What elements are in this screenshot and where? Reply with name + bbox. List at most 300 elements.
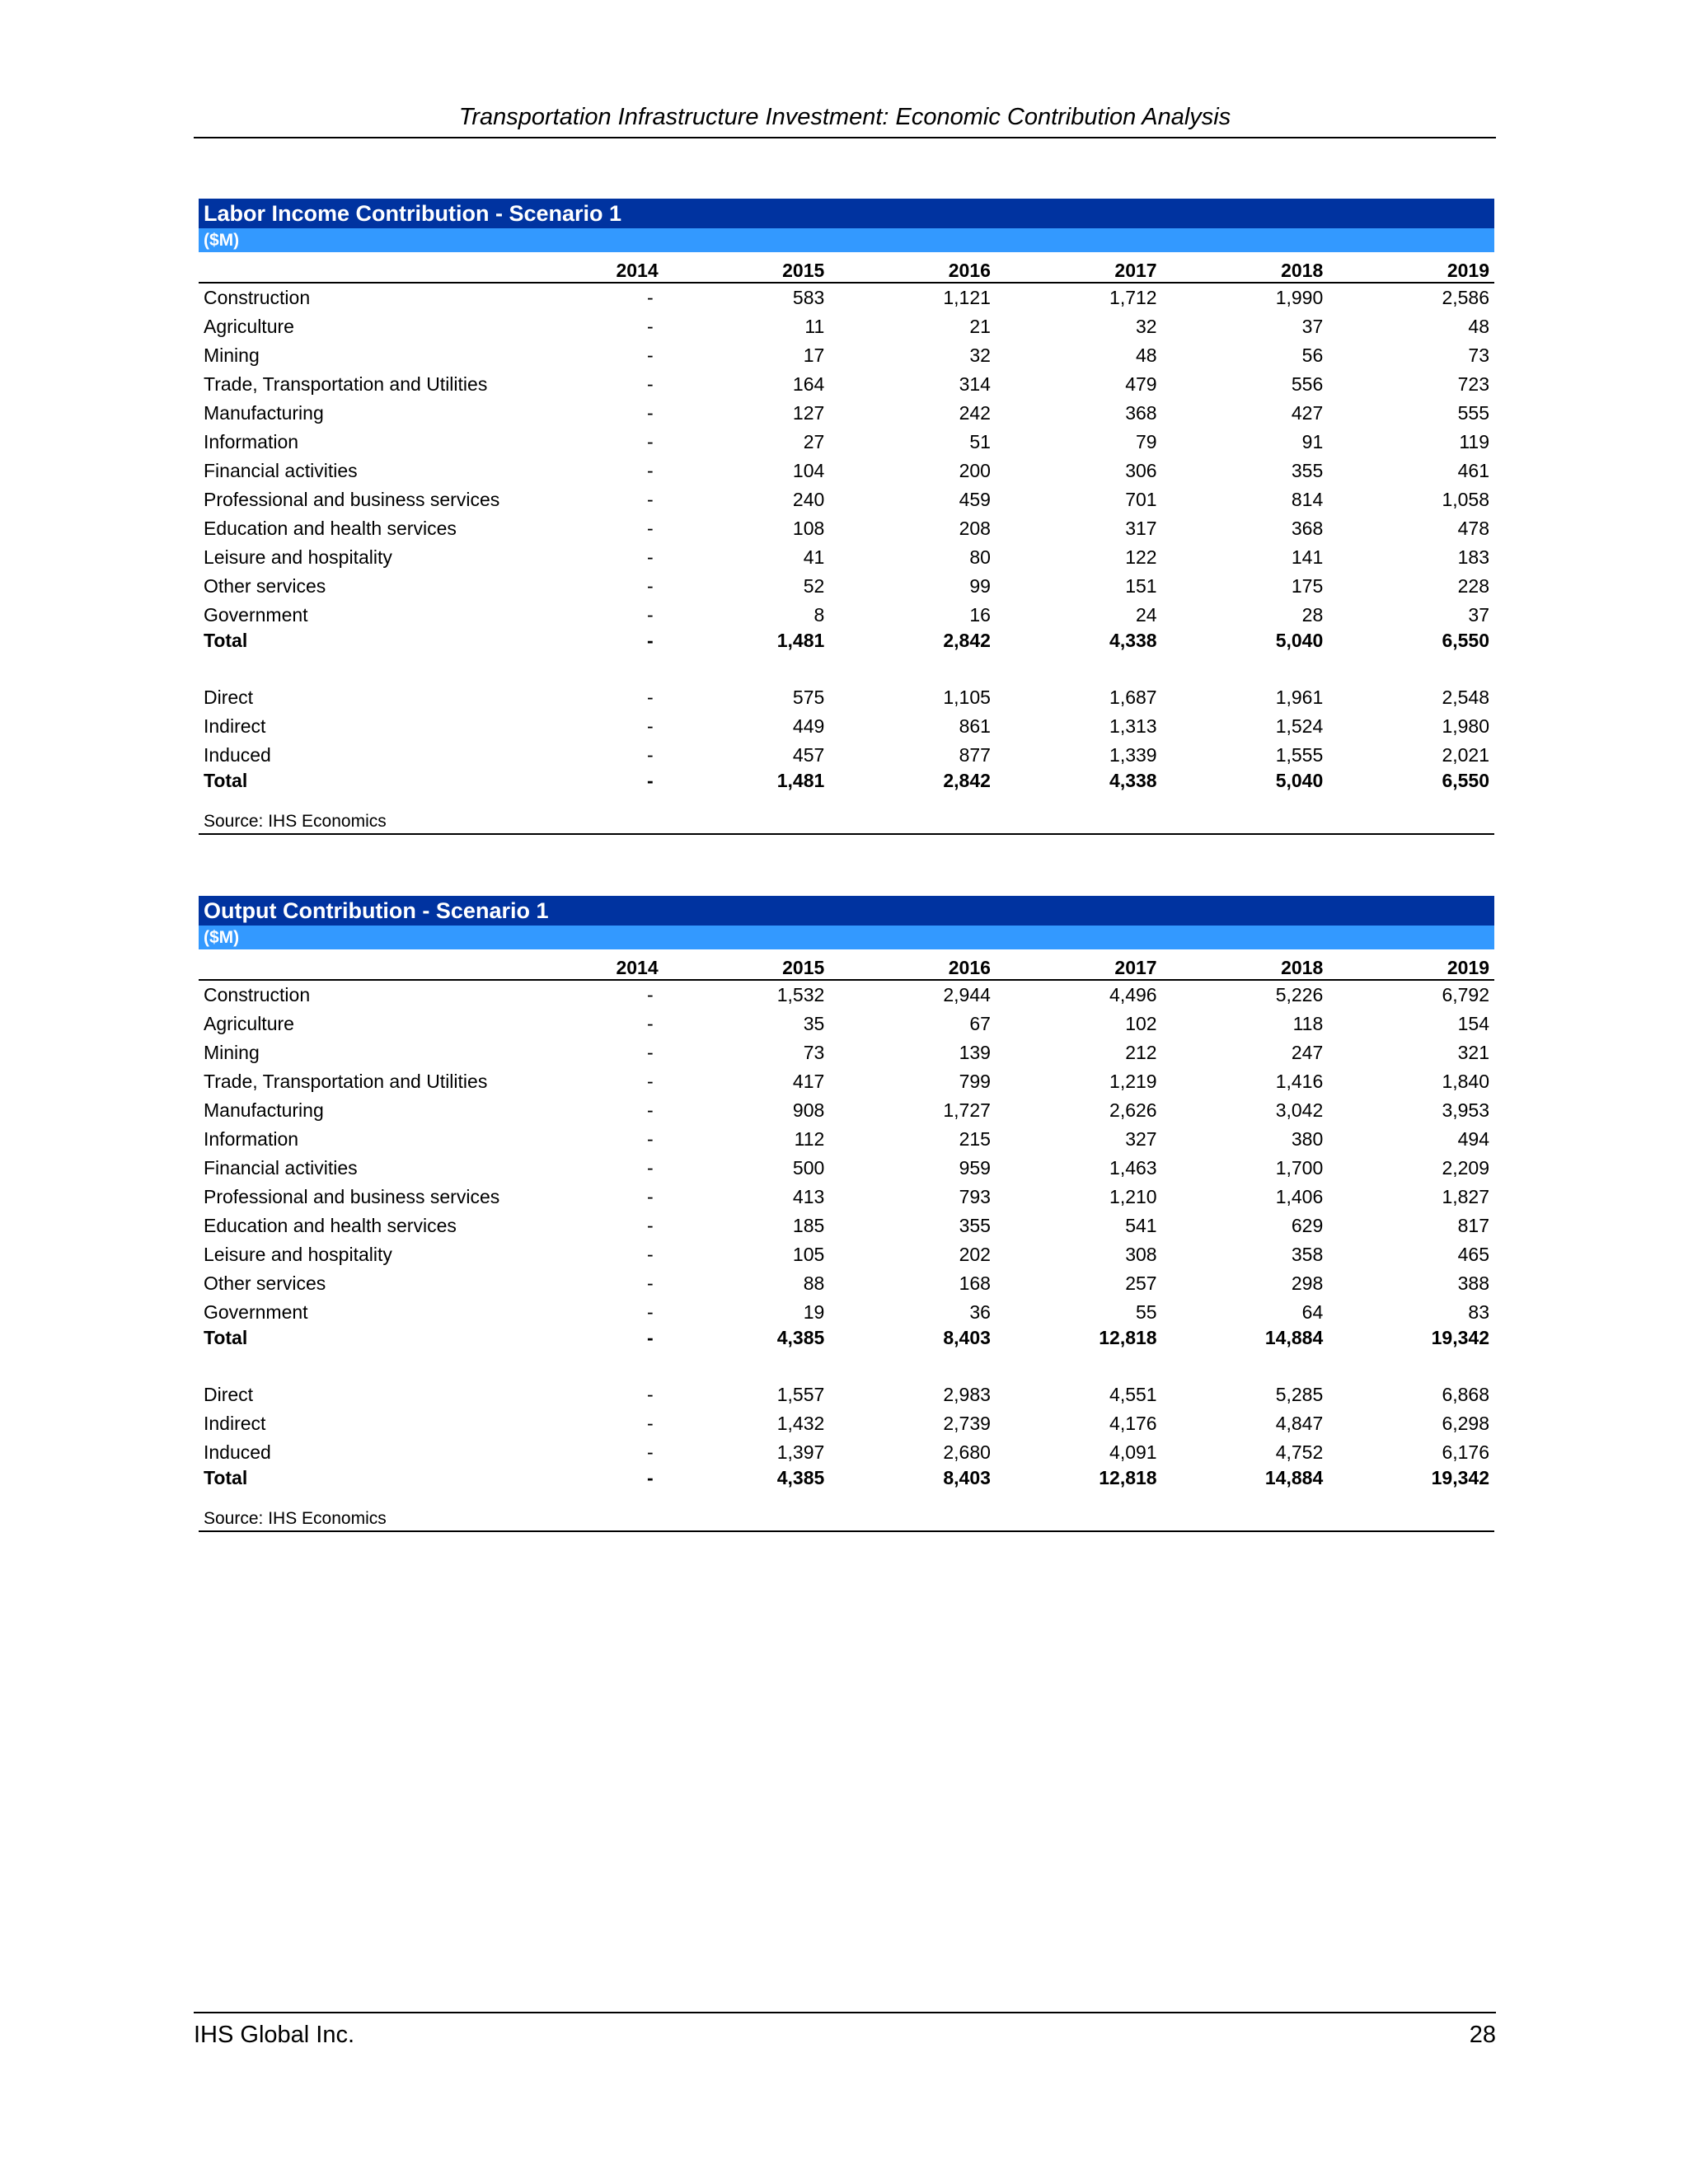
total-row (199, 1327, 1494, 1352)
labor-income-table-block (199, 199, 1494, 835)
cell-value: - (646, 1042, 654, 1063)
cell-value: 2,842 (943, 770, 991, 791)
row-label: Trade, Transportation and Utilities (204, 1071, 488, 1092)
cell-value: 16 (969, 604, 991, 626)
cell-value: 185 (792, 1215, 825, 1236)
table-row (199, 428, 1494, 457)
table-row (199, 1067, 1494, 1096)
table-row (199, 399, 1494, 428)
cell-value: 1,727 (943, 1099, 991, 1121)
cell-value: 242 (959, 402, 991, 424)
cell-value: 427 (1291, 402, 1324, 424)
cell-value: 417 (792, 1071, 825, 1092)
year-header: 2015 (663, 949, 830, 980)
row-label: Agriculture (204, 316, 294, 337)
cell-value: 8 (814, 604, 825, 626)
cell-value: 500 (792, 1157, 825, 1179)
table-unit: ($M) (199, 926, 1494, 949)
cell-value: 83 (1468, 1301, 1489, 1323)
cell-value: 3,953 (1442, 1099, 1489, 1121)
document-title: Transportation Infrastructure Investment: Economic Contribution Analysis (458, 104, 1231, 130)
table-unit: ($M) (199, 228, 1494, 252)
row-label: Total (204, 1467, 248, 1488)
row-label: Leisure and hospitality (204, 1244, 392, 1265)
cell-value: 541 (1125, 1215, 1157, 1236)
row-label: Manufacturing (204, 402, 324, 424)
row-label: Total (204, 770, 248, 791)
cell-value: - (646, 630, 654, 651)
row-label: Manufacturing (204, 1099, 324, 1121)
cell-value: 723 (1457, 373, 1489, 395)
cell-value: - (646, 1467, 654, 1488)
cell-value: - (646, 431, 654, 452)
cell-value: 1,827 (1442, 1186, 1489, 1207)
cell-value: 12,818 (1099, 1327, 1157, 1348)
cell-value: 413 (792, 1186, 825, 1207)
cell-value: 122 (1125, 546, 1157, 568)
table-row (199, 683, 1494, 712)
page-footer (194, 2012, 1496, 2049)
year-header: 2014 (497, 949, 663, 980)
footer-company: IHS Global Inc. (194, 2022, 355, 2048)
table-row (199, 370, 1494, 399)
cell-value: 1,557 (776, 1384, 825, 1405)
table-title: Labor Income Contribution - Scenario 1 (199, 199, 1494, 228)
cell-value: 12,818 (1099, 1467, 1157, 1488)
cell-value: - (646, 518, 654, 539)
data-table (199, 949, 1494, 1532)
cell-value: 2,983 (943, 1384, 991, 1405)
cell-value: 51 (969, 431, 991, 452)
cell-value: 1,687 (1109, 687, 1157, 708)
table-row (199, 980, 1494, 1010)
cell-value: 959 (959, 1157, 991, 1179)
cell-value: - (646, 1071, 654, 1092)
cell-value: - (646, 344, 654, 366)
table-row (199, 601, 1494, 630)
cell-value: 1,712 (1109, 287, 1157, 308)
table-row (199, 312, 1494, 341)
cell-value: 355 (1291, 460, 1324, 481)
row-label: Construction (204, 984, 311, 1005)
row-label: Professional and business services (204, 1186, 500, 1207)
table-row (199, 1380, 1494, 1409)
cell-value: 4,176 (1109, 1413, 1157, 1434)
row-label: Total (204, 1327, 248, 1348)
table-row (199, 712, 1494, 741)
row-label: Trade, Transportation and Utilities (204, 373, 488, 395)
cell-value: 36 (969, 1301, 991, 1323)
cell-value: 247 (1291, 1042, 1324, 1063)
source-row (199, 795, 1494, 834)
cell-value: 6,550 (1442, 770, 1489, 791)
table-row (199, 543, 1494, 572)
row-label: Mining (204, 344, 260, 366)
cell-value: 104 (792, 460, 825, 481)
page-number: 28 (1469, 2022, 1496, 2048)
source-note: Source: IHS Economics (199, 1493, 1494, 1531)
cell-value: 5,226 (1275, 984, 1324, 1005)
cell-value: 1,313 (1109, 715, 1157, 737)
cell-value: - (646, 1413, 654, 1434)
cell-value: 37 (1301, 316, 1324, 337)
cell-value: - (646, 489, 654, 510)
cell-value: 465 (1457, 1244, 1489, 1265)
table-row (199, 1298, 1494, 1327)
table-row (199, 1125, 1494, 1154)
cell-value: 479 (1125, 373, 1157, 395)
cell-value: 908 (792, 1099, 825, 1121)
cell-value: 457 (792, 744, 825, 766)
year-header: 2019 (1328, 252, 1494, 283)
table-row (199, 741, 1494, 770)
cell-value: 298 (1291, 1272, 1324, 1294)
cell-value: - (646, 1099, 654, 1121)
cell-value: 449 (792, 715, 825, 737)
total-row (199, 1467, 1494, 1493)
cell-value: 99 (969, 575, 991, 597)
table-title: Output Contribution - Scenario 1 (199, 896, 1494, 926)
total-row (199, 770, 1494, 795)
row-label: Government (204, 1301, 308, 1323)
cell-value: 1,532 (776, 984, 825, 1005)
cell-value: 3,042 (1275, 1099, 1324, 1121)
cell-value: 1,219 (1109, 1071, 1157, 1092)
cell-value: 2,739 (943, 1413, 991, 1434)
header-label-cell (199, 949, 497, 980)
cell-value: 355 (959, 1215, 991, 1236)
cell-value: 1,555 (1275, 744, 1324, 766)
cell-value: 1,840 (1442, 1071, 1489, 1092)
cell-value: - (646, 1272, 654, 1294)
row-label: Induced (204, 744, 271, 766)
cell-value: 6,176 (1442, 1441, 1489, 1463)
cell-value: - (646, 402, 654, 424)
row-label: Total (204, 630, 248, 651)
cell-value: 67 (969, 1013, 991, 1034)
cell-value: 556 (1291, 373, 1324, 395)
cell-value: - (646, 460, 654, 481)
cell-value: 461 (1457, 460, 1489, 481)
cell-value: 19,342 (1431, 1327, 1489, 1348)
page-header (194, 97, 1496, 138)
cell-value: 1,416 (1275, 1071, 1324, 1092)
cell-value: 28 (1301, 604, 1324, 626)
cell-value: 4,496 (1109, 984, 1157, 1005)
table-row (199, 283, 1494, 312)
cell-value: 14,884 (1264, 1467, 1324, 1488)
cell-value: 629 (1291, 1215, 1324, 1236)
cell-value: 52 (803, 575, 825, 597)
cell-value: 380 (1291, 1128, 1324, 1150)
cell-value: 164 (792, 373, 825, 395)
cell-value: 8,403 (943, 1327, 991, 1348)
cell-value: - (646, 984, 654, 1005)
year-header: 2017 (996, 252, 1162, 283)
cell-value: - (646, 1301, 654, 1323)
cell-value: 56 (1301, 344, 1324, 366)
cell-value: - (646, 316, 654, 337)
cell-value: 5,040 (1275, 630, 1324, 651)
cell-value: 1,961 (1275, 687, 1324, 708)
table-row (199, 1409, 1494, 1438)
cell-value: 212 (1125, 1042, 1157, 1063)
cell-value: 19,342 (1431, 1467, 1489, 1488)
cell-value: 478 (1457, 518, 1489, 539)
cell-value: 817 (1457, 1215, 1489, 1236)
cell-value: 6,792 (1442, 984, 1489, 1005)
cell-value: 35 (803, 1013, 825, 1034)
cell-value: 1,058 (1442, 489, 1489, 510)
cell-value: - (646, 575, 654, 597)
cell-value: 1,105 (943, 687, 991, 708)
cell-value: 701 (1125, 489, 1157, 510)
row-label: Construction (204, 287, 311, 308)
total-row (199, 630, 1494, 655)
table-row (199, 485, 1494, 514)
cell-value: - (646, 1186, 654, 1207)
cell-value: 88 (803, 1272, 825, 1294)
cell-value: - (646, 604, 654, 626)
cell-value: - (646, 715, 654, 737)
cell-value: 368 (1125, 402, 1157, 424)
cell-value: - (646, 287, 654, 308)
row-label: Leisure and hospitality (204, 546, 392, 568)
cell-value: 583 (792, 287, 825, 308)
year-header: 2018 (1162, 949, 1329, 980)
row-label: Other services (204, 575, 326, 597)
cell-value: - (646, 687, 654, 708)
cell-value: 1,397 (776, 1441, 825, 1463)
cell-value: 4,338 (1109, 770, 1157, 791)
table-row (199, 457, 1494, 485)
row-label: Other services (204, 1272, 326, 1294)
cell-value: 799 (959, 1071, 991, 1092)
cell-value: 1,990 (1275, 287, 1324, 308)
cell-value: 73 (803, 1042, 825, 1063)
cell-value: 1,481 (776, 770, 825, 791)
cell-value: - (646, 1013, 654, 1034)
cell-value: 306 (1125, 460, 1157, 481)
cell-value: 4,551 (1109, 1384, 1157, 1405)
cell-value: - (646, 1215, 654, 1236)
table-row (199, 1154, 1494, 1183)
cell-value: 814 (1291, 489, 1324, 510)
table-row (199, 572, 1494, 601)
cell-value: 308 (1125, 1244, 1157, 1265)
cell-value: 314 (959, 373, 991, 395)
table-row (199, 514, 1494, 543)
cell-value: 240 (792, 489, 825, 510)
header-row (199, 949, 1494, 980)
cell-value: 168 (959, 1272, 991, 1294)
cell-value: 11 (804, 316, 825, 337)
cell-value: 112 (794, 1128, 825, 1150)
row-label: Professional and business services (204, 489, 500, 510)
spacer-row (199, 1352, 1494, 1380)
cell-value: - (646, 1157, 654, 1179)
cell-value: 80 (969, 546, 991, 568)
table-row (199, 1240, 1494, 1269)
row-label: Indirect (204, 715, 266, 737)
year-header: 2016 (829, 949, 996, 980)
cell-value: - (646, 1384, 654, 1405)
cell-value: 327 (1125, 1128, 1157, 1150)
row-label: Education and health services (204, 518, 457, 539)
year-header: 2019 (1328, 949, 1494, 980)
cell-value: - (646, 373, 654, 395)
cell-value: 1,524 (1275, 715, 1324, 737)
row-label: Direct (204, 687, 254, 708)
row-label: Financial activities (204, 1157, 358, 1179)
cell-value: 102 (1125, 1013, 1157, 1034)
cell-value: 4,847 (1275, 1413, 1324, 1434)
cell-value: - (646, 770, 654, 791)
cell-value: 1,481 (776, 630, 825, 651)
row-label: Government (204, 604, 308, 626)
cell-value: 2,944 (943, 984, 991, 1005)
cell-value: 48 (1468, 316, 1489, 337)
year-header: 2014 (497, 252, 663, 283)
cell-value: 64 (1301, 1301, 1324, 1323)
cell-value: 494 (1457, 1128, 1489, 1150)
cell-value: 257 (1125, 1272, 1157, 1294)
cell-value: 317 (1125, 518, 1157, 539)
cell-value: 1,700 (1275, 1157, 1324, 1179)
cell-value: 368 (1291, 518, 1324, 539)
cell-value: 6,550 (1442, 630, 1489, 651)
cell-value: - (646, 1128, 654, 1150)
year-header: 2015 (663, 252, 830, 283)
cell-value: 183 (1457, 546, 1489, 568)
cell-value: 154 (1457, 1013, 1489, 1034)
cell-value: - (646, 1244, 654, 1265)
cell-value: 1,339 (1109, 744, 1157, 766)
row-label: Education and health services (204, 1215, 457, 1236)
year-header: 2016 (829, 252, 996, 283)
row-label: Information (204, 1128, 299, 1150)
cell-value: 5,285 (1275, 1384, 1324, 1405)
source-note: Source: IHS Economics (199, 795, 1494, 834)
cell-value: 2,586 (1442, 287, 1489, 308)
cell-value: 4,338 (1109, 630, 1157, 651)
cell-value: 14,884 (1264, 1327, 1324, 1348)
cell-value: 32 (1136, 316, 1157, 337)
cell-value: - (646, 1327, 654, 1348)
cell-value: 877 (959, 744, 991, 766)
cell-value: 358 (1291, 1244, 1324, 1265)
header-label-cell (199, 252, 497, 283)
header-row (199, 252, 1494, 283)
cell-value: 24 (1136, 604, 1157, 626)
cell-value: 1,406 (1275, 1186, 1324, 1207)
row-label: Financial activities (204, 460, 358, 481)
row-label: Induced (204, 1441, 271, 1463)
cell-value: 73 (1468, 344, 1489, 366)
cell-value: 1,210 (1109, 1186, 1157, 1207)
cell-value: 4,385 (776, 1467, 825, 1488)
cell-value: 139 (959, 1042, 991, 1063)
cell-value: 4,752 (1275, 1441, 1324, 1463)
table-row (199, 1212, 1494, 1240)
cell-value: 21 (969, 316, 991, 337)
year-header: 2017 (996, 949, 1162, 980)
table-row (199, 1096, 1494, 1125)
row-label: Information (204, 431, 299, 452)
cell-value: 41 (803, 546, 825, 568)
cell-value: 1,121 (943, 287, 991, 308)
table-row (199, 1038, 1494, 1067)
cell-value: 8,403 (943, 1467, 991, 1488)
cell-value: 27 (803, 431, 825, 452)
cell-value: 141 (1291, 546, 1324, 568)
cell-value: 202 (959, 1244, 991, 1265)
cell-value: 6,868 (1442, 1384, 1489, 1405)
cell-value: 32 (969, 344, 991, 366)
cell-value: 105 (792, 1244, 825, 1265)
table-row (199, 1438, 1494, 1467)
row-label: Agriculture (204, 1013, 294, 1034)
cell-value: 119 (1459, 431, 1489, 452)
cell-value: 2,842 (943, 630, 991, 651)
row-label: Indirect (204, 1413, 266, 1434)
cell-value: 459 (959, 489, 991, 510)
cell-value: 37 (1468, 604, 1489, 626)
cell-value: 388 (1457, 1272, 1489, 1294)
cell-value: 19 (803, 1301, 825, 1323)
cell-value: 2,680 (943, 1441, 991, 1463)
output-table-block (199, 896, 1494, 1532)
cell-value: 6,298 (1442, 1413, 1489, 1434)
cell-value: 2,021 (1442, 744, 1489, 766)
cell-value: 215 (959, 1128, 991, 1150)
cell-value: 1,432 (776, 1413, 825, 1434)
table-row (199, 341, 1494, 370)
cell-value: 793 (959, 1186, 991, 1207)
cell-value: 4,385 (776, 1327, 825, 1348)
cell-value: - (646, 1441, 654, 1463)
cell-value: 151 (1125, 575, 1157, 597)
table-row (199, 1183, 1494, 1212)
cell-value: 555 (1457, 402, 1489, 424)
table-row (199, 1010, 1494, 1038)
cell-value: 200 (959, 460, 991, 481)
row-label: Mining (204, 1042, 260, 1063)
cell-value: 91 (1301, 431, 1324, 452)
source-row (199, 1493, 1494, 1531)
cell-value: 175 (1291, 575, 1324, 597)
row-label: Direct (204, 1384, 254, 1405)
cell-value: 228 (1457, 575, 1489, 597)
cell-value: 48 (1136, 344, 1157, 366)
cell-value: 118 (1292, 1013, 1324, 1034)
cell-value: 2,209 (1442, 1157, 1489, 1179)
cell-value: 321 (1457, 1042, 1489, 1063)
cell-value: 1,980 (1442, 715, 1489, 737)
cell-value: 5,040 (1275, 770, 1324, 791)
table-row (199, 1269, 1494, 1298)
cell-value: 4,091 (1109, 1441, 1157, 1463)
cell-value: 2,548 (1442, 687, 1489, 708)
cell-value: 17 (803, 344, 825, 366)
year-header: 2018 (1162, 252, 1329, 283)
cell-value: 79 (1136, 431, 1157, 452)
cell-value: 208 (959, 518, 991, 539)
cell-value: - (646, 744, 654, 766)
cell-value: 861 (959, 715, 991, 737)
cell-value: 575 (792, 687, 825, 708)
data-table (199, 252, 1494, 835)
